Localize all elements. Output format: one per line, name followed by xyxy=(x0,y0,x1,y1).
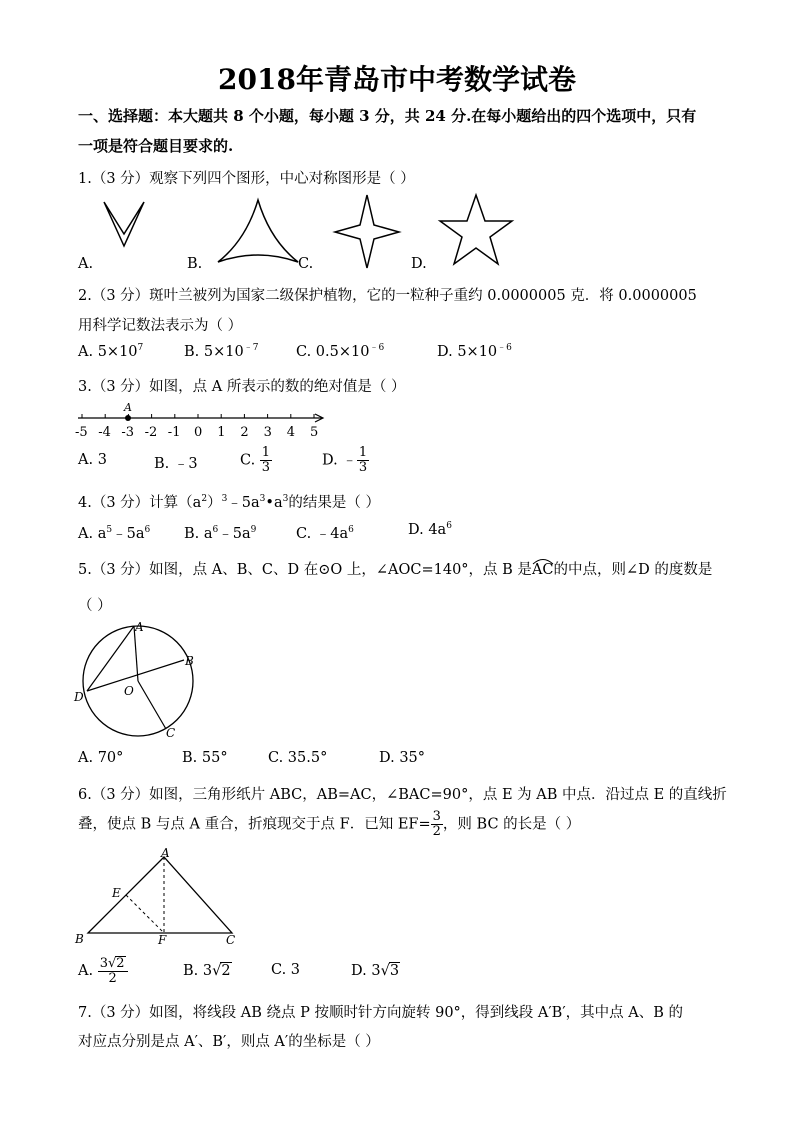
tick-label: 5 xyxy=(310,425,319,440)
tick-label: -2 xyxy=(144,425,158,440)
q5-option-c: C. 35.5° xyxy=(268,750,328,766)
q1-option-b-label: B. xyxy=(187,256,203,272)
tick-label: -4 xyxy=(98,425,111,440)
q4-option-c: C. $﹣4a^6$ xyxy=(296,525,354,542)
point-a-label: A xyxy=(124,401,132,414)
q2-line1: 2.（3 分）斑叶兰被列为国家二级保护植物，它的一粒种子重约 0.0000005 克．将 0.0000005 xyxy=(78,288,697,304)
q3-option-b: B. ﹣3 xyxy=(154,456,198,472)
q5-option-d: D. 35° xyxy=(379,750,426,766)
q6-option-d: D. 3√3 xyxy=(351,963,400,979)
q4-option-a: A. $a^5﹣5a^6$ xyxy=(78,525,151,542)
q3-number-line xyxy=(70,398,340,443)
q6-line1: 6.（3 分）如图，三角形纸片 ABC，AB=AC，∠BAC=90°，点 E 为 AB 中点．沿过点 E 的直线折 xyxy=(78,787,727,803)
q5-option-a: A. 70° xyxy=(78,750,124,766)
q3-option-a: A. 3 xyxy=(78,452,107,468)
four-point-star-icon xyxy=(335,195,399,268)
q5-option-b: B. 55° xyxy=(182,750,228,766)
q3-option-c: C. $\frac{1}{3}$ xyxy=(240,445,271,475)
q2-option-a: A. $5\times 10^7$ xyxy=(78,343,144,360)
q7-line2: 对应点分别是点 A′、B′，则点 A′的坐标是（ ） xyxy=(78,1034,380,1050)
q1-option-c-label: C. xyxy=(298,256,314,272)
q2-line2: 用科学记数法表示为（ ） xyxy=(78,318,243,334)
q1-option-a-label: A. xyxy=(78,256,94,272)
q5-stem: 5.（3 分）如图，点 A、B、C、D 在⊙O 上，∠AOC=140°，点 B 是 AC的中点，则∠D 的度数是 xyxy=(78,558,712,579)
q5-line2: （ ） xyxy=(78,598,112,614)
q7-line1: 7.（3 分）如图，将线段 AB 绕点 P 按顺时针方向旋转 90°，得到线段 A′B′，其中点 A、B 的 xyxy=(78,1005,683,1021)
q6-line2: 叠，使点 B 与点 A 重合，折痕现交于点 F．已知 EF= $\frac{3}{2}$ ，则 BC 的长是（ ） xyxy=(78,809,581,839)
q5-circle-figure xyxy=(70,615,210,745)
q6-option-a: A. $\frac{3√2}{2}$ xyxy=(78,956,128,986)
page-title: 2018年青岛市中考数学试卷 xyxy=(218,63,576,96)
tick-label: 1 xyxy=(217,425,226,440)
tick-label: -1 xyxy=(167,425,181,440)
q3-stem: 3.（3 分）如图，点 A 所表示的数的绝对值是（ ） xyxy=(78,379,406,395)
point-f-label: F xyxy=(158,933,167,947)
q1-option-d-label: D. xyxy=(411,256,427,272)
five-point-star-icon xyxy=(440,195,512,264)
tick-label: 4 xyxy=(286,425,296,440)
q2-option-d: D. $5\times 10^{﹣6}$ xyxy=(437,343,512,360)
point-c-label: C xyxy=(226,933,236,947)
curved-triangle-icon xyxy=(218,200,298,262)
tick-label: -5 xyxy=(75,425,88,440)
point-a-label: A xyxy=(161,846,170,860)
point-b-label: B xyxy=(185,654,194,668)
q4-option-b: B. $a^6﹣5a^9$ xyxy=(184,525,257,542)
point-d-label: D xyxy=(74,690,84,704)
q4-stem: 4.（3 分）计算$(a^2)^3﹣5a^3•a^3$的结果是（ ） xyxy=(78,494,380,511)
tick-label: 2 xyxy=(240,425,249,440)
q6-option-b: B. 3√2 xyxy=(183,963,231,979)
point-a-dot xyxy=(125,415,131,421)
point-b-label: B xyxy=(75,932,84,946)
q3-option-d: D. ﹣ $\frac{1}{3}$ xyxy=(322,445,368,475)
point-o-label: O xyxy=(124,684,134,698)
q4-option-d: D. $4a^6$ xyxy=(408,521,452,538)
tick-label: 3 xyxy=(263,425,272,440)
tick-label: 0 xyxy=(194,425,203,440)
section-heading-line2: 一项是符合题目要求的. xyxy=(78,137,234,155)
point-e-label: E xyxy=(112,886,121,900)
q6-option-c: C. 3 xyxy=(271,962,301,978)
q6-triangle-figure xyxy=(70,845,250,950)
q2-option-b: B. $5\times 10^{﹣7}$ xyxy=(184,343,259,360)
section-heading-line1: 一、选择题：本大题共 8 个小题，每小题 3 分，共 24 分.在每小题给出的四个选项中，只有 xyxy=(78,107,697,125)
v-shape-icon xyxy=(104,202,144,246)
tick-label: -3 xyxy=(121,425,135,440)
q1-stem: 1.（3 分）观察下列四个图形，中心对称图形是（ ） xyxy=(78,171,415,187)
arc-symbol-icon xyxy=(532,557,554,565)
q2-option-c: C. $0.5\times 10^{﹣6}$ xyxy=(296,343,385,360)
point-a-label: A xyxy=(135,620,144,634)
point-c-label: C xyxy=(166,726,176,740)
